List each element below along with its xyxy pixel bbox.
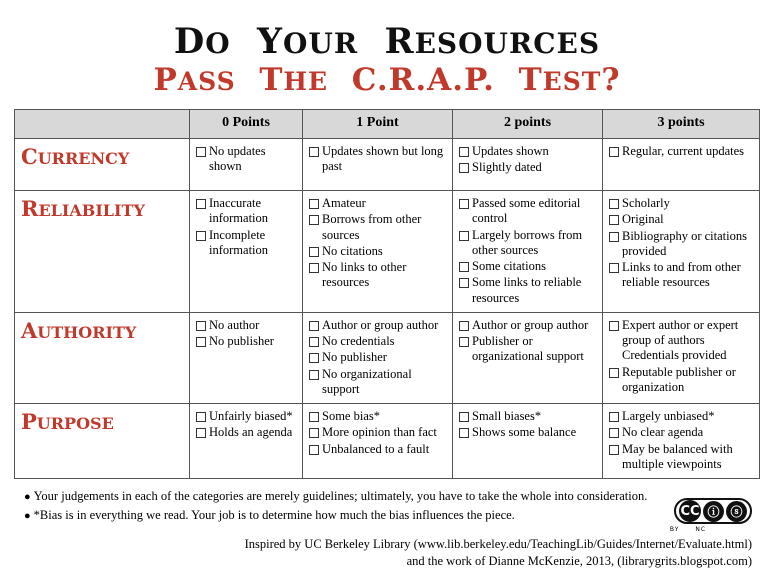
checklist-label: More opinion than fact <box>322 425 437 440</box>
checklist-item[interactable] <box>459 409 596 424</box>
row-label-currency: CURRENCY <box>15 139 190 191</box>
checkbox-icon[interactable] <box>459 231 469 241</box>
checkbox-icon[interactable] <box>309 445 319 455</box>
checklist-label: Updates shown <box>472 144 549 159</box>
cell-currency-0 <box>190 139 303 191</box>
row-label-purpose: PURPOSE <box>15 404 190 479</box>
checklist-label: No updates shown <box>209 144 266 174</box>
creative-commons-icon: CC <box>679 500 701 522</box>
checklist-label: No publisher <box>322 350 387 365</box>
checklist-item[interactable] <box>459 160 596 175</box>
checkbox-icon[interactable] <box>196 147 206 157</box>
column-header-2-points: 2 points <box>453 110 603 139</box>
page-title-line-1: DO YOUR RESOURCES <box>173 21 601 62</box>
checkbox-icon[interactable] <box>309 147 319 157</box>
checklist-item[interactable] <box>459 275 596 306</box>
checklist-label: Scholarly <box>622 196 670 211</box>
checkbox-icon[interactable] <box>459 147 469 157</box>
checkbox-icon[interactable] <box>609 263 619 273</box>
checkbox-icon[interactable] <box>309 263 319 273</box>
checkbox-icon[interactable] <box>196 321 206 331</box>
checkbox-icon[interactable] <box>309 428 319 438</box>
checklist-label: May be balanced with multiple viewpoints <box>622 441 733 471</box>
checklist-label: Borrows from other sources <box>322 212 422 242</box>
cc-sub-labels <box>646 526 730 533</box>
checklist-label: Unbalanced to a fault <box>322 441 430 456</box>
checkbox-icon[interactable] <box>196 412 206 422</box>
checklist-item[interactable] <box>196 409 296 424</box>
checkbox-icon[interactable] <box>196 231 206 241</box>
attribution-footer <box>0 536 752 570</box>
checklist-label: Expert author or expert group of authors Credentials provided <box>622 317 739 363</box>
checklist-label: Reputable publisher or organization <box>622 364 736 394</box>
checkbox-icon[interactable] <box>459 163 469 173</box>
table-row-reliability <box>15 191 760 313</box>
title-block <box>14 21 760 98</box>
cell-authority-1 <box>303 312 453 403</box>
checklist-item[interactable] <box>609 318 753 364</box>
checklist-item[interactable] <box>309 442 446 457</box>
checklist-label: Original <box>622 212 664 227</box>
checklist-label: Author or group author <box>472 317 589 332</box>
checklist-item[interactable] <box>609 365 753 396</box>
checkbox-icon[interactable] <box>309 321 319 331</box>
table-corner-cell <box>15 110 190 139</box>
checkbox-icon[interactable] <box>459 428 469 438</box>
table-row-authority <box>15 312 760 403</box>
noncommercial-icon: ⓢ <box>726 501 747 522</box>
cell-purpose-2 <box>453 404 603 479</box>
checklist-item[interactable] <box>459 196 596 227</box>
checklist-item[interactable] <box>309 350 446 365</box>
checklist-item[interactable] <box>196 228 296 259</box>
checklist-label: Largely borrows from other sources <box>472 227 583 257</box>
checklist-label: No credentials <box>322 334 395 349</box>
checklist-label: Incomplete information <box>209 227 269 257</box>
checklist-label: Amateur <box>322 196 366 211</box>
cell-currency-1 <box>303 139 453 191</box>
cc-nc-label: NC <box>695 526 707 533</box>
checklist-item[interactable] <box>609 212 753 227</box>
checklist-label: No publisher <box>209 334 274 349</box>
checkbox-icon[interactable] <box>309 247 319 257</box>
checkbox-icon[interactable] <box>309 215 319 225</box>
checklist-item[interactable] <box>196 196 296 227</box>
cell-authority-0 <box>190 312 303 403</box>
checklist-item[interactable] <box>459 259 596 274</box>
checklist-item[interactable] <box>309 212 446 243</box>
table-row-purpose <box>15 404 760 479</box>
table-header-row <box>15 110 760 139</box>
footnote-2: ● *Bias is in everything we read. Your job is to determine how much the bias influences the piece. <box>24 508 515 523</box>
checklist-label: No citations <box>322 243 383 258</box>
checkbox-icon[interactable] <box>309 353 319 363</box>
cell-purpose-0 <box>190 404 303 479</box>
checklist-item[interactable] <box>609 442 753 473</box>
cc-by-label: BY <box>669 526 680 533</box>
checkbox-icon[interactable] <box>609 412 619 422</box>
checklist-label: Shows some balance <box>472 425 577 440</box>
checkbox-icon[interactable] <box>609 445 619 455</box>
checklist-label: Some links to reliable resources <box>472 275 582 305</box>
column-header-3-points: 3 points <box>603 110 760 139</box>
column-header-0-points: 0 Points <box>190 110 303 139</box>
checkbox-icon[interactable] <box>609 428 619 438</box>
cell-currency-3 <box>603 139 760 191</box>
checklist-item[interactable] <box>459 425 596 440</box>
checklist-label: Slightly dated <box>472 160 542 175</box>
checklist-label: Some bias* <box>322 409 380 424</box>
checklist-item[interactable] <box>459 228 596 259</box>
checklist-item[interactable] <box>309 409 446 424</box>
page-title-line-2: PASS THE C.R.A.P. TEST? <box>153 62 621 98</box>
checkbox-icon[interactable] <box>459 321 469 331</box>
checkbox-icon[interactable] <box>609 215 619 225</box>
checkbox-icon[interactable] <box>459 412 469 422</box>
checklist-item[interactable] <box>609 425 753 440</box>
checkbox-icon[interactable] <box>609 147 619 157</box>
row-label-reliability: RELIABILITY <box>15 191 190 313</box>
checklist-label: Publisher or organizational support <box>472 334 584 364</box>
checkbox-icon[interactable] <box>609 199 619 209</box>
cell-currency-2 <box>453 139 603 191</box>
checklist-item[interactable] <box>459 334 596 365</box>
checklist-label: Bibliography or citations provided <box>622 228 747 258</box>
checklist-label: Passed some editorial control <box>472 196 581 226</box>
checklist-label: Unfairly biased* <box>209 409 293 424</box>
checklist-label: No organizational support <box>322 366 412 396</box>
cell-reliability-1 <box>303 191 453 313</box>
checklist-label: No clear agenda <box>622 425 704 440</box>
checkbox-icon[interactable] <box>309 199 319 209</box>
checklist-item[interactable] <box>196 334 296 349</box>
column-header-1-point: 1 Point <box>303 110 453 139</box>
checklist-item[interactable] <box>309 196 446 211</box>
checklist-label: Small biases* <box>472 409 542 424</box>
creative-commons-license[interactable] <box>669 498 752 533</box>
cell-purpose-3 <box>603 404 760 479</box>
cell-authority-2 <box>453 312 603 403</box>
checkbox-icon[interactable] <box>309 412 319 422</box>
checklist-item[interactable] <box>309 367 446 398</box>
checklist-item[interactable] <box>309 334 446 349</box>
crap-criteria-table <box>14 109 760 479</box>
checklist-label: Updates shown but long past <box>322 144 444 174</box>
checkbox-icon[interactable] <box>609 368 619 378</box>
bullet-icon: ● <box>24 510 31 523</box>
checkbox-icon[interactable] <box>459 199 469 209</box>
row-label-authority: AUTHORITY <box>15 312 190 403</box>
checklist-item[interactable] <box>459 144 596 159</box>
checklist-label: No author <box>209 317 260 332</box>
footnote-1: ● Your judgements in each of the categories are merely guidelines; ultimately, you have to take the whole into consideration. <box>24 489 648 504</box>
cell-authority-3 <box>603 312 760 403</box>
cell-reliability-0 <box>190 191 303 313</box>
checkbox-icon[interactable] <box>196 199 206 209</box>
checklist-item[interactable] <box>196 425 296 440</box>
bullet-icon: ● <box>24 491 31 504</box>
checklist-label: Author or group author <box>322 317 439 332</box>
footer-line-1: Inspired by UC Berkeley Library (www.lib.berkeley.edu/TeachingLib/Guides/Internet/Evaluate.html) <box>244 537 752 552</box>
checklist-label: Holds an agenda <box>209 425 293 440</box>
checklist-label: Inaccurate information <box>209 196 269 226</box>
checklist-label: Largely unbiased* <box>622 409 715 424</box>
checklist-item[interactable] <box>196 144 296 175</box>
checklist-item[interactable] <box>459 318 596 333</box>
checkbox-icon[interactable] <box>459 278 469 288</box>
checkbox-icon[interactable] <box>309 370 319 380</box>
checklist-item[interactable] <box>609 196 753 211</box>
checkbox-icon[interactable] <box>609 321 619 331</box>
cc-badge <box>674 498 752 524</box>
cell-reliability-3 <box>603 191 760 313</box>
footer-line-2: and the work of Dianne McKenzie, 2013, (librarygrits.blogspot.com) <box>406 554 752 569</box>
checklist-item[interactable] <box>309 318 446 333</box>
checklist-item[interactable] <box>309 425 446 440</box>
checklist-label: No links to other resources <box>322 260 407 290</box>
checkbox-icon[interactable] <box>196 337 206 347</box>
checklist-item[interactable] <box>309 244 446 259</box>
cell-purpose-1 <box>303 404 453 479</box>
checklist-label: Some citations <box>472 259 546 274</box>
checklist-item[interactable] <box>609 260 753 291</box>
checkbox-icon[interactable] <box>196 428 206 438</box>
checklist-item[interactable] <box>609 144 753 159</box>
cell-reliability-2 <box>453 191 603 313</box>
checkbox-icon[interactable] <box>459 337 469 347</box>
checklist-item[interactable] <box>609 409 753 424</box>
checklist-label: Regular, current updates <box>622 144 745 159</box>
footnotes <box>24 488 754 524</box>
attribution-icon: ⓘ <box>703 501 724 522</box>
checklist-item[interactable] <box>309 260 446 291</box>
checklist-label: Links to and from other reliable resources <box>622 260 741 290</box>
checklist-item[interactable] <box>609 229 753 260</box>
checkbox-icon[interactable] <box>459 262 469 272</box>
checkbox-icon[interactable] <box>609 232 619 242</box>
table-row-currency <box>15 139 760 191</box>
checklist-item[interactable] <box>196 318 296 333</box>
checklist-item[interactable] <box>309 144 446 175</box>
checkbox-icon[interactable] <box>309 337 319 347</box>
